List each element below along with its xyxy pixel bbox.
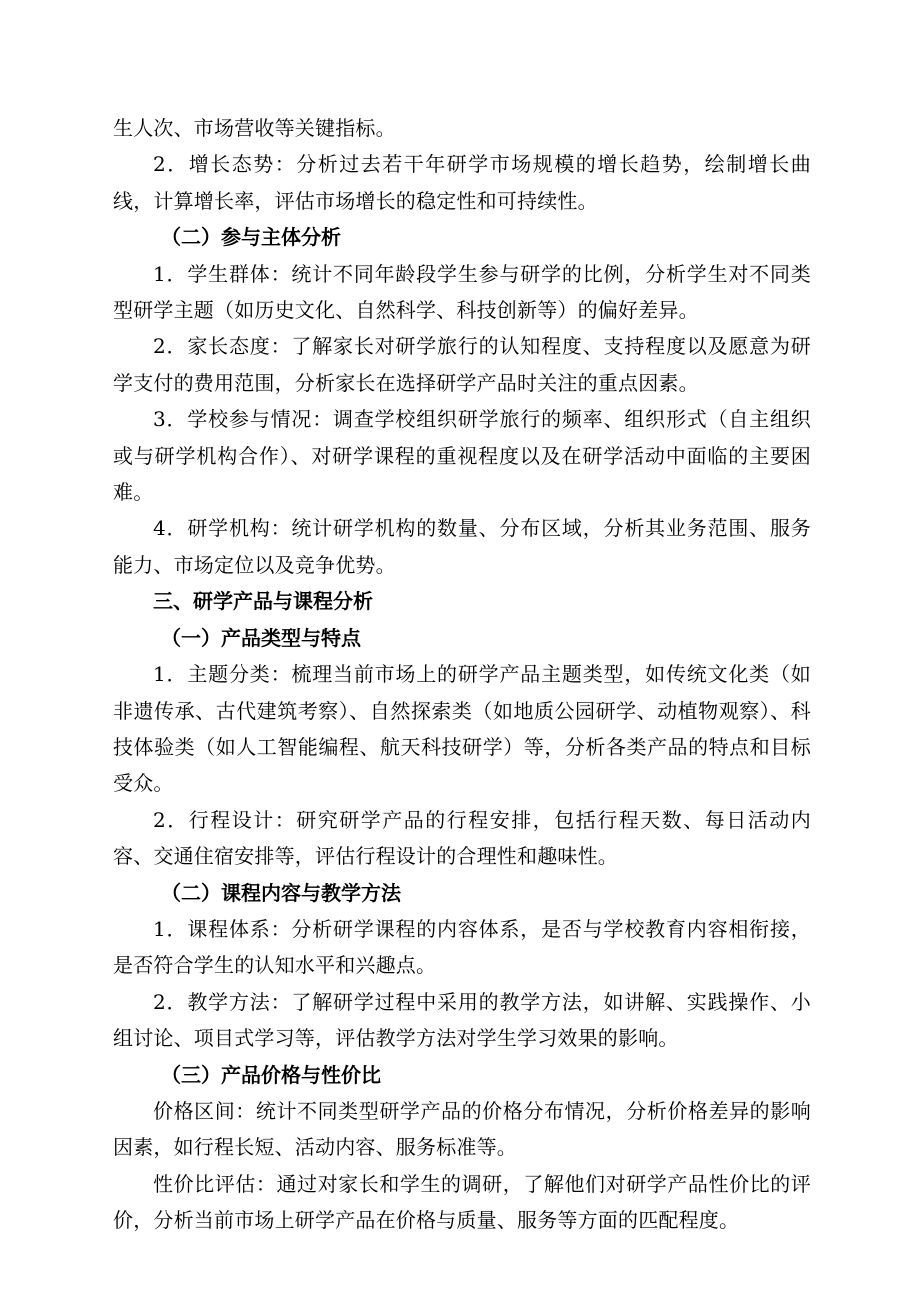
section-heading-participants: （二）参与主体分析 bbox=[161, 225, 341, 250]
paragraph-school-participation: 3．学校参与情况：调查学校组织研学旅行的频率、组织形式（自主组织或与研学机构合作）、对研学课程的重视程度以及在研学活动中面临的主要困难。 bbox=[113, 407, 811, 505]
paragraph-value-assessment: 性价比评估：通过对家长和学生的调研，了解他们对研学产品性价比的评价，分析当前市场上研学产品在价格与质量、服务等方面的匹配程度。 bbox=[113, 1171, 811, 1233]
paragraph-parent-attitude: 2．家长态度：了解家长对研学旅行的认知程度、支持程度以及愿意为研学支付的费用范围，分析家长在选择研学产品时关注的重点因素。 bbox=[113, 334, 811, 395]
document-body bbox=[113, 110, 811, 1239]
chapter-heading-products-courses: 三、研学产品与课程分析 bbox=[153, 589, 373, 614]
paragraph-course-system: 1．课程体系：分析研学课程的内容体系，是否与学校教育内容相衔接，是否符合学生的认知水平和兴趣点。 bbox=[113, 916, 811, 978]
paragraph-itinerary-design: 2．行程设计：研究研学产品的行程安排，包括行程天数、每日活动内容、交通住宿安排等，评估行程设计的合理性和趣味性。 bbox=[113, 807, 811, 869]
section-heading-product-types: （一）产品类型与特点 bbox=[161, 625, 361, 650]
paragraph-price-range: 价格区间：统计不同类型研学产品的价格分布情况，分析价格差异的影响因素，如行程长短、活动内容、服务标准等。 bbox=[113, 1098, 811, 1160]
paragraph-continuation: 生人次、市场营收等关键指标。 bbox=[113, 116, 396, 140]
paragraph-theme-classification: 1．主题分类：梳理当前市场上的研学产品主题类型，如传统文化类（如非遗传承、古代建筑考察）、自然探索类（如地质公园研学、动植物观察）、科技体验类（如人工智能编程、航天科技研学）等，分析各类产品的特点和目标受众。 bbox=[113, 662, 811, 796]
paragraph-growth-trend: 2．增长态势：分析过去若干年研学市场规模的增长趋势，绘制增长曲线，计算增长率，评估市场增长的稳定性和可持续性。 bbox=[113, 152, 811, 213]
section-heading-pricing: （三）产品价格与性价比 bbox=[161, 1062, 381, 1087]
paragraph-study-institutions: 4．研学机构：统计研学机构的数量、分布区域，分析其业务范围、服务能力、市场定位以及竞争优势。 bbox=[113, 516, 811, 577]
section-heading-course-content: （二）课程内容与教学方法 bbox=[161, 880, 401, 905]
paragraph-student-groups: 1．学生群体：统计不同年龄段学生参与研学的比例，分析学生对不同类型研学主题（如历史文化、自然科学、科技创新等）的偏好差异。 bbox=[113, 261, 811, 323]
paragraph-teaching-methods: 2．教学方法：了解研学过程中采用的教学方法，如讲解、实践操作、小组讨论、项目式学习等，评估教学方法对学生学习效果的影响。 bbox=[113, 989, 811, 1051]
